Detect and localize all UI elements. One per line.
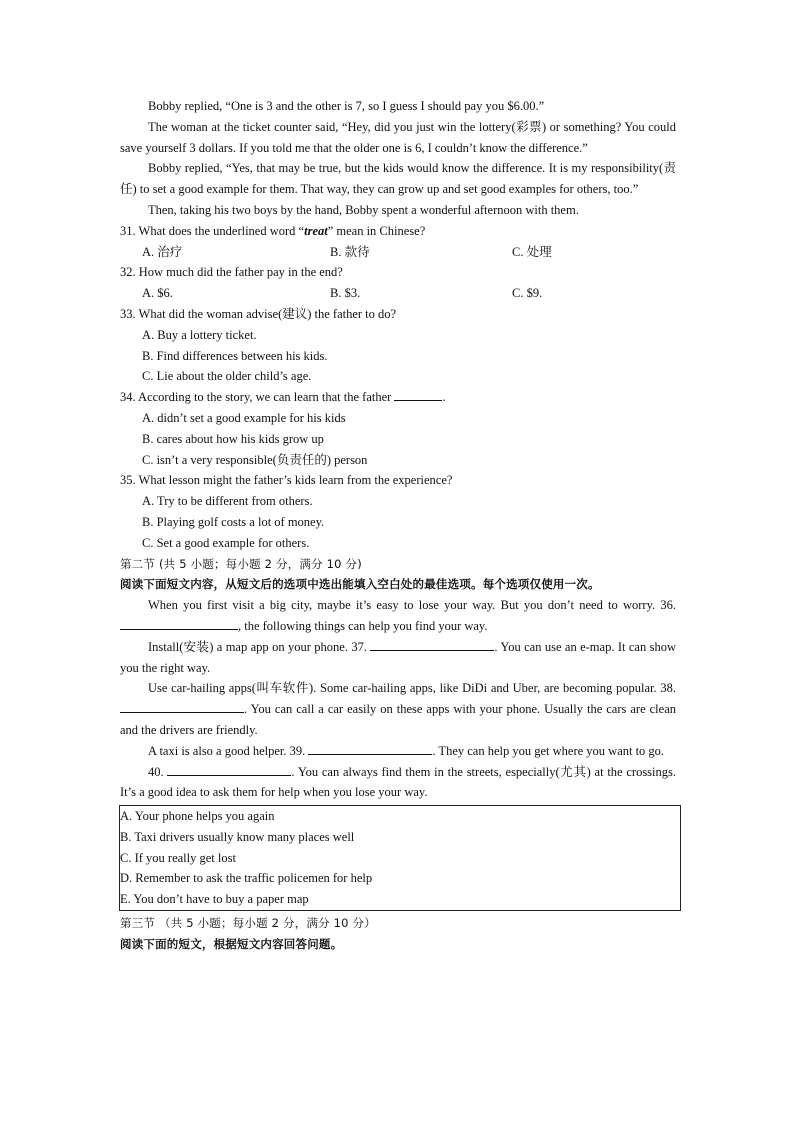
- question-34: 34. According to the story, we can learn that the father .: [120, 387, 676, 408]
- document-page: [120, 96, 676, 955]
- question-35: 35. What lesson might the father’s kids learn from the experience?: [120, 473, 453, 488]
- passage-paragraph: The woman at the ticket counter said, “Hey, did you just win the lottery(彩票) or something? You could save yourself 3 dollars. If you told me that the older one is 6, I couldn’t know the difference.”: [120, 119, 676, 155]
- section-2-instruction: 阅读下面短文内容，从短文后的选项中选出能填入空白处的最佳选项。每个选项仅使用一次。: [120, 577, 600, 592]
- passage-paragraph: Then, taking his two boys by the hand, Bobby spent a wonderful afternoon with them.: [148, 202, 579, 217]
- answer-blank-40: [167, 762, 291, 776]
- option-b: B. Taxi drivers usually know many places well: [120, 829, 355, 844]
- option-b: B. cares about how his kids grow up: [142, 431, 324, 446]
- option-b: B. 款待: [330, 244, 370, 259]
- question-32-options: [120, 283, 676, 304]
- question-31-options: [120, 242, 676, 263]
- option-b: B. Find differences between his kids.: [142, 348, 328, 363]
- passage-paragraph: 40. . You can always find them in the streets, especially(尤其) at the crossings. It’s a good idea to ask them for help when you lose your way.: [120, 762, 676, 804]
- answer-blank-39: [308, 741, 432, 755]
- option-e: E. You don’t have to buy a paper map: [120, 892, 309, 907]
- option-c: C. $9.: [512, 286, 543, 301]
- option-a: A. Try to be different from others.: [142, 494, 313, 509]
- option-a: A. 治疗: [142, 244, 183, 259]
- answer-blank-38: [120, 699, 244, 713]
- option-c: C. Lie about the older child’s age.: [142, 369, 312, 384]
- option-a: A. $6.: [142, 286, 173, 301]
- passage-paragraph: When you first visit a big city, maybe it’s easy to lose your way. But you don’t need to worry. 36. , the following things can help you find your way.: [120, 595, 676, 637]
- section-2-heading: 第二节 (共 5 小题；每小题 2 分，满分 10 分): [120, 556, 362, 571]
- passage-paragraph: A taxi is also a good helper. 39. . They can help you get where you want to go.: [120, 741, 676, 762]
- option-c: C. If you really get lost: [120, 850, 236, 865]
- question-32: 32. How much did the father pay in the end?: [120, 265, 343, 280]
- question-33: 33. What did the woman advise(建议) the father to do?: [120, 306, 397, 321]
- passage-paragraph: Bobby replied, “Yes, that may be true, but the kids would know the difference. It is my responsibility(责任) to set a good example for them. That way, they can grow up and set good examples for others, too.”: [120, 161, 676, 197]
- answer-blank-37: [370, 637, 494, 651]
- answer-blank-36: [120, 616, 238, 630]
- option-c: C. 处理: [512, 244, 552, 259]
- option-a: A. Your phone helps you again: [120, 809, 275, 824]
- section-3-heading: 第三节 （共 5 小题；每小题 2 分，满分 10 分）: [120, 916, 376, 931]
- option-a: A. Buy a lottery ticket.: [142, 327, 257, 342]
- question-31: 31. What does the underlined word “treat” mean in Chinese?: [120, 223, 426, 238]
- options-box: [119, 805, 681, 911]
- underlined-word: treat: [304, 223, 328, 238]
- passage-paragraph: Use car-hailing apps(叫车软件). Some car-hailing apps, like DiDi and Uber, are becoming popular. 38. . You can call a car easily on these apps with your phone. Usually the cars are clean and the drivers are friendly.: [120, 681, 676, 737]
- option-a: A. didn’t set a good example for his kids: [142, 410, 346, 425]
- option-b: B. $3.: [330, 286, 361, 301]
- option-c: C. Set a good example for others.: [142, 535, 310, 550]
- passage-paragraph: Install(安装) a map app on your phone. 37. . You can use an e-map. It can show you the right way.: [120, 637, 676, 679]
- answer-blank: [394, 387, 442, 401]
- option-b: B. Playing golf costs a lot of money.: [142, 514, 325, 529]
- option-c: C. isn’t a very responsible(负责任的) person: [142, 452, 368, 467]
- section-3-instruction: 阅读下面的短文，根据短文内容回答问题。: [120, 936, 343, 951]
- option-d: D. Remember to ask the traffic policemen for help: [120, 871, 373, 886]
- passage-paragraph: Bobby replied, “One is 3 and the other is 7, so I guess I should pay you $6.00.”: [148, 99, 545, 113]
